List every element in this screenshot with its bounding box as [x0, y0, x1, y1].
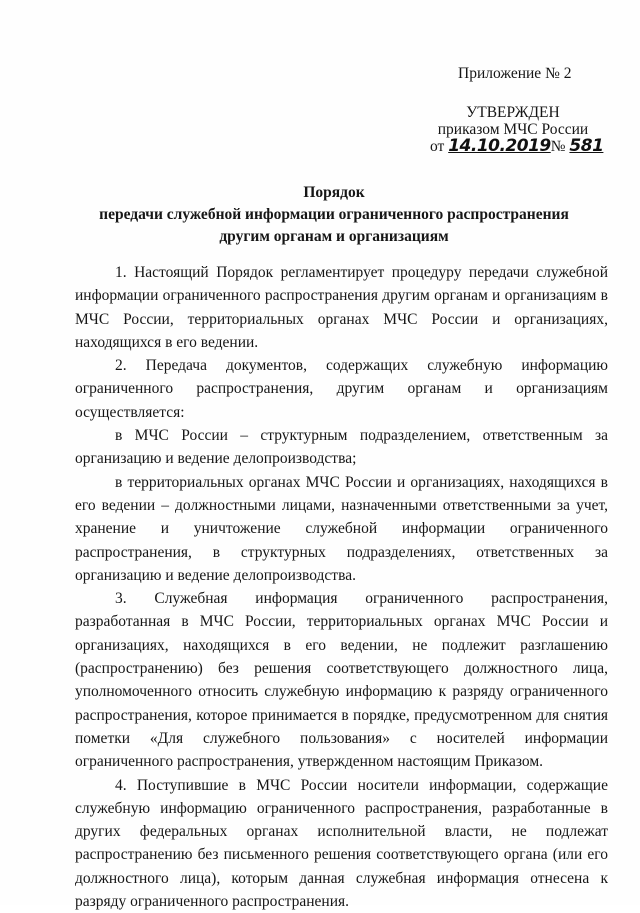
appendix-label: Приложение № 2	[458, 65, 572, 82]
paragraph-2-item-1: в МЧС России – структурным подразделением, ответственным за организацию и ведение делопроизводства;	[75, 427, 608, 468]
number-label: №	[550, 138, 566, 155]
order-date-line	[418, 138, 608, 155]
order-label: приказом МЧС России	[437, 121, 589, 138]
paragraph-1: 1. Настоящий Порядок регламентирует процедуру передачи служебной информации ограниченного распространения другим органам и организациям в МЧС России, территориальных органах МЧС России и организациях, находящихся в его ведении.	[75, 264, 608, 351]
paragraph-4: 4. Поступившие в МЧС России носители информации, содержащие служебную информацию ограниченного распространения, разработанные в других федеральных органах исполнительной власти, не подлежат распространению без письменного решения соответствующего органа (или его должностного лица), которым данная служебная информация отнесена к разряду ограниченного распространения.	[75, 776, 608, 911]
approval-stamp	[418, 104, 608, 155]
handwritten-number: 581	[569, 136, 604, 156]
paragraph-2-item-2: в территориальных органах МЧС России и организациях, находящихся в его ведении – должностными лицами, назначенными ответственными за учет, хранение и уничтожение служебной информации ограниченного распространения, в структурных подразделениях, ответственных за организацию и ведение делопроизводства.	[75, 473, 608, 584]
approved-label: УТВЕРЖДЕН	[466, 104, 560, 121]
title-line-2: передачи служебной информации ограниченного распространения	[99, 206, 569, 223]
from-label: от	[430, 138, 445, 155]
title-line-1: Порядок	[303, 184, 365, 201]
document-title	[60, 182, 608, 248]
handwritten-date: 14.10.2019	[448, 136, 551, 156]
paragraph-2: 2. Передача документов, содержащих служебную информацию ограниченного распространения, другим органам и организациям осуществляется:	[75, 357, 608, 421]
document-body	[75, 261, 608, 913]
paragraph-3: 3. Служебная информация ограниченного распространения, разработанная в МЧС России, территориальных органах МЧС России и организациях, находящихся в его ведении, не подлежит разглашению (распространению) без решения соответствующего должностного лица, уполномоченного относить служебную информацию к разряду ограниченного распространения, которое принимается в порядке, предусмотренном для снятия пометки «Для служебного пользования» с носителей информации ограниченного распространения, утвержденном настоящим Приказом.	[75, 590, 608, 771]
title-line-3: другим органам и организациям	[219, 228, 449, 245]
